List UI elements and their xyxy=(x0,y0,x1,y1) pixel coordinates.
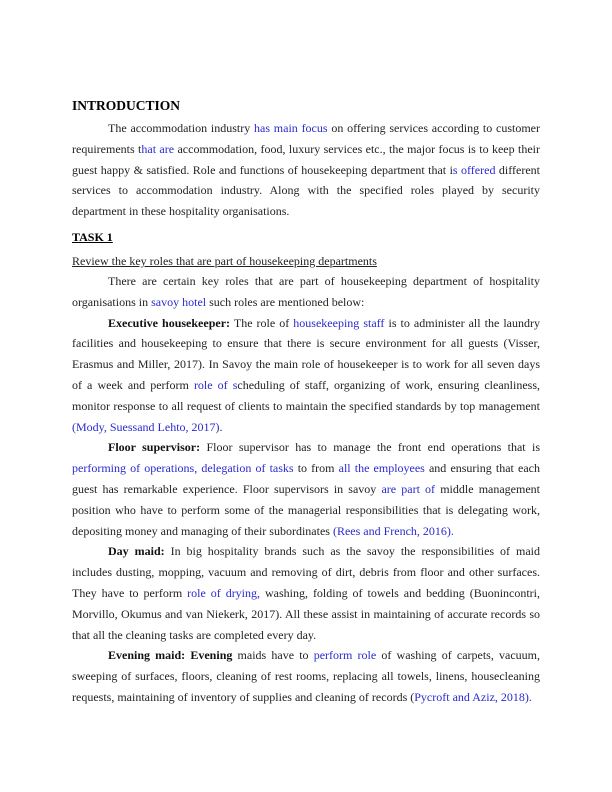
intro-paragraph xyxy=(72,118,540,222)
body-text: In big hospitality brands such as the savoy the responsibilities of maid includes dusting, mopping, vacuum and removing of dirt, debris from floor and other surfaces. They have to perform xyxy=(72,544,540,600)
introduction-heading: INTRODUCTION xyxy=(72,98,181,113)
body-text: . xyxy=(219,419,223,434)
body-text: middle management position who have to perform some of the managerial responsibilities that is delegating work, depositing money and managing of their subordinates xyxy=(72,481,540,538)
highlighted-text: role of s xyxy=(193,377,238,392)
body-text: is to administer all the laundry facilities and housekeeping to ensure that there is secure environment for all guests (Visser, Erasmus and Miller, 2017). In Savoy the main role of housekeeper is to work for all seven days of a week and perform xyxy=(72,315,540,392)
highlighted-text: perform role xyxy=(313,648,377,663)
highlighted-text: performing of operations, delegation of tasks xyxy=(72,461,294,476)
body-text: Floor supervisor has to manage the front end operations that is xyxy=(200,440,541,455)
day-maid-paragraph xyxy=(72,541,540,645)
floor-supervisor-paragraph xyxy=(72,437,540,541)
highlighted-text: s offered xyxy=(452,162,496,177)
highlighted-text: has main focus xyxy=(254,121,328,135)
highlighted-text: housekeeping staff xyxy=(293,315,385,330)
body-text: of washing of carpets, vacuum, sweeping of surfaces, floors, cleaning of rest rooms, replacing all towels, linens, housecleaning requests, maintaining of inventory of supplies and cleaning of records ( xyxy=(72,648,541,704)
body-text: to from xyxy=(293,461,339,476)
highlighted-text: savoy hotel xyxy=(151,294,207,309)
executive-housekeeper-paragraph xyxy=(72,313,540,438)
roles-intro-paragraph xyxy=(72,271,540,313)
body-text: washing, folding of towels and bedding (Buonincontri, Morvillo, Okumus and van Niekerk, 2017). All these assist in maintaining of accurate records so that all the cleaning tasks are completed every day. xyxy=(72,585,541,642)
highlighted-text: Pycroft and Aziz, 2018). xyxy=(414,689,532,704)
body-text: The accommodation industry xyxy=(108,121,254,135)
bold-label: Executive housekeeper: xyxy=(108,315,231,330)
highlighted-text: are part of xyxy=(381,481,436,496)
highlighted-text: (Mody, Suessand Lehto, 2017) xyxy=(72,419,220,434)
body-text: cheduling of staff, organizing of work, ensuring cleanliness, monitor response to all request of clients to maintain the specified standards by top management xyxy=(72,377,540,413)
body-text: such roles are mentioned below: xyxy=(206,294,365,309)
highlighted-text: all the employees xyxy=(338,461,425,476)
bold-label: Day maid: xyxy=(108,544,165,559)
body-text: There are certain key roles that are part of housekeeping department of hospitality organisations in xyxy=(72,273,540,309)
highlighted-text: role of drying, xyxy=(187,585,261,600)
bold-label: Evening maid: Evening xyxy=(108,648,233,663)
body-text: The role of xyxy=(230,315,294,330)
highlighted-text: hat are xyxy=(141,141,175,156)
evening-maid-paragraph xyxy=(72,645,540,707)
section-subheading: Review the key roles that are part of housekeeping departments xyxy=(72,253,377,268)
body-text: and ensuring that each guest has remarkable experience. Floor supervisors in savoy xyxy=(72,461,540,496)
body-text: different services to accommodation industry. Along with the specified roles played by security department in these hospitality organisations. xyxy=(72,162,540,219)
body-text: on offering services according to customer requirements t xyxy=(72,121,540,156)
document-page xyxy=(72,96,540,708)
body-text: maids have to xyxy=(232,648,314,663)
highlighted-text: (Rees and French, 2016). xyxy=(332,523,454,538)
task-heading: TASK 1 xyxy=(72,229,113,244)
body-text: accommodation, food, luxury services etc., the major focus is to keep their guest happy & satisfied. Role and functions of housekeeping department that i xyxy=(72,141,540,177)
bold-label: Floor supervisor: xyxy=(108,440,201,455)
